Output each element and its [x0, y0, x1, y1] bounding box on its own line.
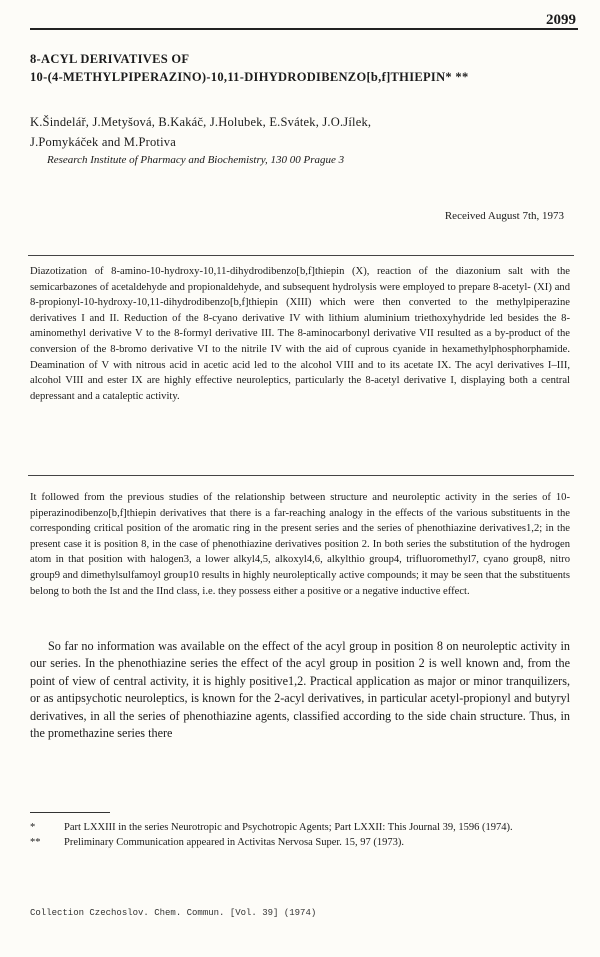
abstract: Diazotization of 8-amino-10-hydroxy-10,11-dihydrodibenzo[b,f]thiepin (X), reaction of the diazonium salt with the semicarbazones of acetaldehyde and propionaldehyde, and subsequent hydrolysis were employed to prepare 8-acetyl- (XI) and 8-propionyl-10-hydroxy-10,11-dihydrodibenzo[b,f]thiepin (XIII) which were then converted to the methylpiperazine derivatives I and II. Reduction of the 8-cyano derivative IV with lithium aluminium triethoxyhydride led besides the 8-aminomethyl derivative V to the 8-formyl derivative III. The 8-aminocarbonyl derivative VII resulted as a by-product of the conversion of the 8-bromo derivative VI to the nitrile IV with the aid of cuprous cyanide in hexamethylphosphorphamide. Deamination of V with nitrous acid in acetic acid led to the alcohol VIII and to its acetate IX. The acyl derivatives I–III, alcohol VIII and ester IX are highly effective neuroleptics, particularly the 8-acetyl derivative I, displaying both a central depressant and a cataleptic activity.: [30, 266, 570, 402]
author-list: [30, 112, 570, 152]
footnote-1-text: Part LXXIII in the series Neurotropic and Psychotropic Agents; Part LXXII: This Journal 39, 1596 (1974).: [64, 822, 513, 833]
affiliation: Research Institute of Pharmacy and Biochemistry, 130 00 Prague 3: [47, 154, 345, 166]
authors-line-2: J.Pomykáček and M.Protiva: [30, 135, 176, 149]
received-date: Received August 7th, 1973: [444, 210, 564, 222]
body-paragraph-1: It followed from the previous studies of the relationship between structure and neuroleptic activity in the series of 10-piperazinodibenzo[b,f]thiepin derivatives that there is a far-reaching analogy in the effects of the various substituents in the corresponding critical position of the aromatic ring in the present series and the series of phenothiazine derivatives1,2; in the present case it is position 8, in the case of phenothiazine derivatives position 2. In both series the substitution of the hydrogen atom in that position with halogen3, a lower alkyl4,5, alkoxyl4,6, alkylthio group4, trifluoromethyl7, cyano group8, nitro group9 and dimethylsulfamoyl group10 results in highly neuroleptically active compounds; it may be seen that the substituents belong to both the Ist and the IInd class, i.e. they possess either a positive or a negative inductive effect.: [30, 492, 570, 597]
footnote-rule: [30, 812, 110, 813]
title-line-1: 8-ACYL DERIVATIVES OF: [30, 52, 190, 66]
journal-footer: Collection Czechoslov. Chem. Commun. [Vol. 39] (1974): [30, 908, 317, 918]
footnote-2: [30, 835, 570, 850]
abstract-top-rule: [28, 255, 574, 256]
authors-line-1: K.Šindelář, J.Metyšová, B.Kakáč, J.Holubek, E.Svátek, J.O.Jílek,: [30, 115, 372, 129]
footnotes: [30, 820, 570, 850]
article-title: [30, 50, 570, 86]
footnote-2-text: Preliminary Communication appeared in Activitas Nervosa Super. 15, 97 (1973).: [64, 837, 405, 848]
footnote-1-mark: *: [30, 822, 36, 833]
header-rule: [30, 28, 578, 30]
page-number: 2099: [546, 12, 576, 28]
body-paragraph-2: So far no information was available on the effect of the acyl group in position 8 on neuroleptic activity in our series. In the phenothiazine series the effect of the acyl group in position 2 is well known and, from the point of view of central activity, it is highly positive1,2. Practical application as major or minor tranquilizers, or as antipsychotic neuroleptics, is known for the 2-acyl derivatives, in particular acetyl-propionyl and butyryl derivatives, in all the series of phenothiazine agents, classified according to the side chain structure. Thus, in the promethazine series there: [30, 639, 570, 741]
footnote-2-mark: **: [30, 837, 41, 848]
abstract-bottom-rule: [28, 475, 574, 476]
title-line-2: 10-(4-METHYLPIPERAZINO)-10,11-DIHYDRODIBENZO[b,f]THIEPIN* **: [30, 70, 469, 84]
footnote-1: [30, 820, 570, 835]
